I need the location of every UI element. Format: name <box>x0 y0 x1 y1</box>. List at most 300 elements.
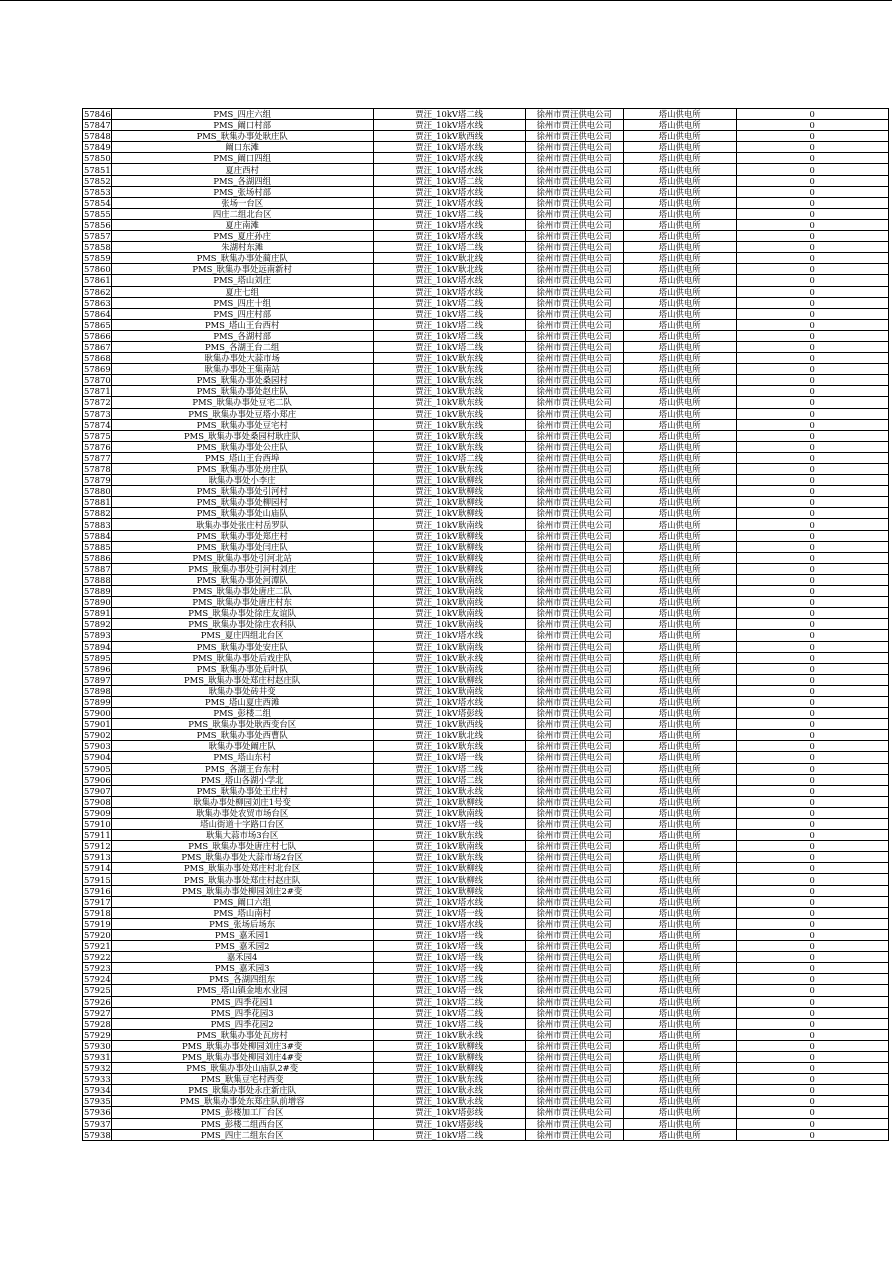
row-id-cell: 57868 <box>84 353 111 364</box>
transformer-name-cell: PMS_耿集办事处唐庄村东 <box>111 597 373 608</box>
company-cell: 徐州市贾汪供电公司 <box>525 685 623 696</box>
company-cell: 徐州市贾汪供电公司 <box>525 375 623 386</box>
station-cell: 塔山供电所 <box>623 1051 736 1062</box>
station-cell: 塔山供电所 <box>623 863 736 874</box>
table-row <box>83 541 889 552</box>
value-cell: 0 <box>736 464 888 475</box>
station-cell: 塔山供电所 <box>623 164 736 175</box>
transformer-name-cell: PMS_四庄村部 <box>111 308 373 319</box>
value-cell: 0 <box>736 109 888 120</box>
feeder-line-cell: 贾汪_10kV塔二线 <box>373 452 525 463</box>
value-cell: 0 <box>736 608 888 619</box>
feeder-line-cell: 贾汪_10kV耿南线 <box>373 685 525 696</box>
row-id-cell: 57888 <box>84 574 111 585</box>
value-cell: 0 <box>736 541 888 552</box>
company-cell: 徐州市贾汪供电公司 <box>525 663 623 674</box>
row-id-cell: 57903 <box>84 741 111 752</box>
value-cell: 0 <box>736 574 888 585</box>
station-cell: 塔山供电所 <box>623 1085 736 1096</box>
transformer-name-cell: PMS_耿集办事处河潭队 <box>111 574 373 585</box>
row-id-cell: 57924 <box>84 974 111 985</box>
table-row <box>83 1118 889 1129</box>
row-id-cell: 57891 <box>84 608 111 619</box>
table-row <box>83 275 889 286</box>
transformer-name-cell: PMS_四季花园3 <box>111 1007 373 1018</box>
station-cell: 塔山供电所 <box>623 841 736 852</box>
table-row <box>83 497 889 508</box>
company-cell: 徐州市贾汪供电公司 <box>525 264 623 275</box>
row-id-cell: 57927 <box>84 1007 111 1018</box>
transformer-name-cell: PMS_耿集办事处徐庄友谊队 <box>111 608 373 619</box>
value-cell: 0 <box>736 985 888 996</box>
transformer-name-cell: PMS_彭楼二组西台区 <box>111 1118 373 1129</box>
feeder-line-cell: 贾汪_10kV耿柳线 <box>373 497 525 508</box>
station-cell: 塔山供电所 <box>623 341 736 352</box>
station-cell: 塔山供电所 <box>623 397 736 408</box>
row-id-cell: 57901 <box>84 719 111 730</box>
row-id-cell: 57848 <box>84 131 111 142</box>
table-row <box>83 963 889 974</box>
feeder-line-cell: 贾汪_10kV耿南线 <box>373 841 525 852</box>
station-cell: 塔山供电所 <box>623 497 736 508</box>
company-cell: 徐州市贾汪供电公司 <box>525 330 623 341</box>
transformer-name-cell: PMS_张场村部 <box>111 186 373 197</box>
company-cell: 徐州市贾汪供电公司 <box>525 386 623 397</box>
station-cell: 塔山供电所 <box>623 208 736 219</box>
value-cell: 0 <box>736 219 888 230</box>
feeder-line-cell: 贾汪_10kV塔二线 <box>373 1129 525 1140</box>
value-cell: 0 <box>736 286 888 297</box>
station-cell: 塔山供电所 <box>623 552 736 563</box>
row-id-cell: 57871 <box>84 386 111 397</box>
row-id-cell: 57856 <box>84 219 111 230</box>
transformer-name-cell: PMS_耿集办事处远南新村 <box>111 264 373 275</box>
feeder-line-cell: 贾汪_10kV塔水线 <box>373 164 525 175</box>
feeder-line-cell: 贾汪_10kV耿柳线 <box>373 530 525 541</box>
company-cell: 徐州市贾汪供电公司 <box>525 630 623 641</box>
row-id-cell: 57892 <box>84 619 111 630</box>
row-id-cell: 57857 <box>84 231 111 242</box>
feeder-line-cell: 贾汪_10kV塔水线 <box>373 142 525 153</box>
row-id-cell: 57904 <box>84 752 111 763</box>
feeder-line-cell: 贾汪_10kV耿东线 <box>373 397 525 408</box>
value-cell: 0 <box>736 1129 888 1140</box>
feeder-line-cell: 贾汪_10kV耿北线 <box>373 730 525 741</box>
feeder-line-cell: 贾汪_10kV塔一线 <box>373 985 525 996</box>
value-cell: 0 <box>736 963 888 974</box>
value-cell: 0 <box>736 519 888 530</box>
transformer-name-cell: PMS_耿集办事处豆宅村 <box>111 419 373 430</box>
station-cell: 塔山供电所 <box>623 464 736 475</box>
transformer-name-cell: PMS_塔山王台西村 <box>111 319 373 330</box>
table-row <box>83 131 889 142</box>
table-row <box>83 874 889 885</box>
transformer-name-cell: PMS_耿集办事处大蒜市场2台区 <box>111 852 373 863</box>
company-cell: 徐州市贾汪供电公司 <box>525 974 623 985</box>
row-id-cell: 57896 <box>84 663 111 674</box>
table-row <box>83 530 889 541</box>
feeder-line-cell: 贾汪_10kV耿东线 <box>373 364 525 375</box>
value-cell: 0 <box>736 430 888 441</box>
value-cell: 0 <box>736 120 888 131</box>
value-cell: 0 <box>736 253 888 264</box>
feeder-line-cell: 贾汪_10kV塔水线 <box>373 918 525 929</box>
table-row <box>83 253 889 264</box>
row-id-cell: 57887 <box>84 563 111 574</box>
company-cell: 徐州市贾汪供电公司 <box>525 1074 623 1085</box>
value-cell: 0 <box>736 486 888 497</box>
table-row <box>83 175 889 186</box>
company-cell: 徐州市贾汪供电公司 <box>525 408 623 419</box>
station-cell: 塔山供电所 <box>623 286 736 297</box>
company-cell: 徐州市贾汪供电公司 <box>525 1118 623 1129</box>
company-cell: 徐州市贾汪供电公司 <box>525 841 623 852</box>
table-row <box>83 464 889 475</box>
station-cell: 塔山供电所 <box>623 430 736 441</box>
transformer-name-cell: 耿集办事处张庄村岳罗队 <box>111 519 373 530</box>
transformer-name-cell: PMS_塔山镇金地水业园 <box>111 985 373 996</box>
value-cell: 0 <box>736 630 888 641</box>
feeder-line-cell: 贾汪_10kV耿永线 <box>373 785 525 796</box>
table-row <box>83 508 889 519</box>
station-cell: 塔山供电所 <box>623 1096 736 1107</box>
station-cell: 塔山供电所 <box>623 896 736 907</box>
table-row <box>83 330 889 341</box>
transformer-name-cell: PMS_嘉禾园2 <box>111 941 373 952</box>
company-cell: 徐州市贾汪供电公司 <box>525 730 623 741</box>
row-id-cell: 57872 <box>84 397 111 408</box>
station-cell: 塔山供电所 <box>623 830 736 841</box>
station-cell: 塔山供电所 <box>623 941 736 952</box>
row-id-cell: 57923 <box>84 963 111 974</box>
row-id-cell: 57852 <box>84 175 111 186</box>
value-cell: 0 <box>736 386 888 397</box>
value-cell: 0 <box>736 652 888 663</box>
company-cell: 徐州市贾汪供电公司 <box>525 741 623 752</box>
value-cell: 0 <box>736 264 888 275</box>
table-row <box>83 663 889 674</box>
station-cell: 塔山供电所 <box>623 519 736 530</box>
row-id-cell: 57899 <box>84 697 111 708</box>
transformer-name-cell: 夏庄南滩 <box>111 219 373 230</box>
table-row <box>83 907 889 918</box>
table-row <box>83 719 889 730</box>
transformer-name-cell: 耿集办事处农贸市场台区 <box>111 807 373 818</box>
transformer-name-cell: 朱湖村东滩 <box>111 242 373 253</box>
company-cell: 徐州市贾汪供电公司 <box>525 608 623 619</box>
transformer-name-cell: 张场一台区 <box>111 197 373 208</box>
value-cell: 0 <box>736 1040 888 1051</box>
feeder-line-cell: 贾汪_10kV塔一线 <box>373 907 525 918</box>
feeder-line-cell: 贾汪_10kV塔二线 <box>373 109 525 120</box>
company-cell: 徐州市贾汪供电公司 <box>525 907 623 918</box>
table-row <box>83 985 889 996</box>
company-cell: 徐州市贾汪供电公司 <box>525 852 623 863</box>
station-cell: 塔山供电所 <box>623 319 736 330</box>
station-cell: 塔山供电所 <box>623 918 736 929</box>
feeder-line-cell: 贾汪_10kV耿柳线 <box>373 1063 525 1074</box>
row-id-cell: 57886 <box>84 552 111 563</box>
company-cell: 徐州市贾汪供电公司 <box>525 441 623 452</box>
transformer-name-cell: PMS_耿集办事处柳园村 <box>111 497 373 508</box>
feeder-line-cell: 贾汪_10kV塔一线 <box>373 941 525 952</box>
row-id-cell: 57900 <box>84 708 111 719</box>
station-cell: 塔山供电所 <box>623 608 736 619</box>
feeder-line-cell: 贾汪_10kV耿柳线 <box>373 874 525 885</box>
table-row <box>83 941 889 952</box>
table-row <box>83 264 889 275</box>
row-id-cell: 57885 <box>84 541 111 552</box>
value-cell: 0 <box>736 741 888 752</box>
feeder-line-cell: 贾汪_10kV塔水线 <box>373 120 525 131</box>
row-id-cell: 57858 <box>84 242 111 253</box>
feeder-line-cell: 贾汪_10kV塔一线 <box>373 752 525 763</box>
company-cell: 徐州市贾汪供电公司 <box>525 763 623 774</box>
value-cell: 0 <box>736 175 888 186</box>
company-cell: 徐州市贾汪供电公司 <box>525 719 623 730</box>
value-cell: 0 <box>736 153 888 164</box>
station-cell: 塔山供电所 <box>623 1107 736 1118</box>
station-cell: 塔山供电所 <box>623 297 736 308</box>
feeder-line-cell: 贾汪_10kV塔水线 <box>373 231 525 242</box>
row-id-cell: 57865 <box>84 319 111 330</box>
company-cell: 徐州市贾汪供电公司 <box>525 197 623 208</box>
transformer-name-cell: 夏庄七组 <box>111 286 373 297</box>
feeder-line-cell: 贾汪_10kV塔一线 <box>373 929 525 940</box>
table-row <box>83 597 889 608</box>
company-cell: 徐州市贾汪供电公司 <box>525 1063 623 1074</box>
transformer-name-cell: PMS_耿集办事处房庄队 <box>111 464 373 475</box>
feeder-line-cell: 贾汪_10kV耿东线 <box>373 464 525 475</box>
row-id-cell: 57922 <box>84 952 111 963</box>
value-cell: 0 <box>736 752 888 763</box>
row-id-cell: 57905 <box>84 763 111 774</box>
table-row <box>83 486 889 497</box>
row-id-cell: 57915 <box>84 874 111 885</box>
transformer-name-cell: 阚口东滩 <box>111 142 373 153</box>
table-row <box>83 186 889 197</box>
feeder-line-cell: 贾汪_10kV耿西线 <box>373 131 525 142</box>
station-cell: 塔山供电所 <box>623 719 736 730</box>
company-cell: 徐州市贾汪供电公司 <box>525 552 623 563</box>
transformer-name-cell: PMS_耿集办事处闫庄队 <box>111 541 373 552</box>
station-cell: 塔山供电所 <box>623 685 736 696</box>
row-id-cell: 57907 <box>84 785 111 796</box>
value-cell: 0 <box>736 586 888 597</box>
company-cell: 徐州市贾汪供电公司 <box>525 1018 623 1029</box>
table-row <box>83 852 889 863</box>
transformer-name-cell: PMS_夏庄四组北台区 <box>111 630 373 641</box>
row-id-cell: 57936 <box>84 1107 111 1118</box>
company-cell: 徐州市贾汪供电公司 <box>525 985 623 996</box>
station-cell: 塔山供电所 <box>623 963 736 974</box>
row-id-cell: 57914 <box>84 863 111 874</box>
station-cell: 塔山供电所 <box>623 563 736 574</box>
transformer-name-cell: PMS_塔山夏庄西滩 <box>111 696 373 707</box>
value-cell: 0 <box>736 1074 888 1085</box>
feeder-line-cell: 贾汪_10kV塔二线 <box>373 297 525 308</box>
transformer-name-cell: PMS_各湖王台二组 <box>111 341 373 352</box>
company-cell: 徐州市贾汪供电公司 <box>525 785 623 796</box>
value-cell: 0 <box>736 375 888 386</box>
table-row <box>83 807 889 818</box>
transformer-name-cell: 耿集办事处大蒜市场 <box>111 353 373 364</box>
table-row <box>83 164 889 175</box>
station-cell: 塔山供电所 <box>623 408 736 419</box>
station-cell: 塔山供电所 <box>623 1040 736 1051</box>
value-cell: 0 <box>736 308 888 319</box>
station-cell: 塔山供电所 <box>623 996 736 1007</box>
value-cell: 0 <box>736 708 888 719</box>
station-cell: 塔山供电所 <box>623 441 736 452</box>
value-cell: 0 <box>736 663 888 674</box>
feeder-line-cell: 贾汪_10kV塔二线 <box>373 1018 525 1029</box>
row-id-cell: 57926 <box>84 996 111 1007</box>
row-id-cell: 57870 <box>84 375 111 386</box>
feeder-line-cell: 贾汪_10kV耿西线 <box>373 719 525 730</box>
row-id-cell: 57938 <box>84 1129 111 1140</box>
transformer-name-cell: PMS_耿集办事处西曹队 <box>111 730 373 741</box>
transformer-name-cell: PMS_四庄六组 <box>111 109 373 120</box>
row-id-cell: 57916 <box>84 885 111 896</box>
value-cell: 0 <box>736 918 888 929</box>
station-cell: 塔山供电所 <box>623 730 736 741</box>
row-id-cell: 57878 <box>84 464 111 475</box>
value-cell: 0 <box>736 685 888 696</box>
feeder-line-cell: 贾汪_10kV塔二线 <box>373 319 525 330</box>
table-row <box>83 708 889 719</box>
station-cell: 塔山供电所 <box>623 741 736 752</box>
station-cell: 塔山供电所 <box>623 197 736 208</box>
table-row <box>83 231 889 242</box>
value-cell: 0 <box>736 619 888 630</box>
feeder-line-cell: 贾汪_10kV塔二线 <box>373 996 525 1007</box>
table-row <box>83 830 889 841</box>
value-cell: 0 <box>736 242 888 253</box>
value-cell: 0 <box>736 730 888 741</box>
table-row <box>83 896 889 907</box>
table-row <box>83 974 889 985</box>
company-cell: 徐州市贾汪供电公司 <box>525 896 623 907</box>
station-cell: 塔山供电所 <box>623 330 736 341</box>
feeder-line-cell: 贾汪_10kV耿柳线 <box>373 863 525 874</box>
feeder-line-cell: 贾汪_10kV塔水线 <box>373 630 525 641</box>
feeder-line-cell: 贾汪_10kV塔二线 <box>373 774 525 785</box>
row-id-cell: 57908 <box>84 796 111 807</box>
row-id-cell: 57909 <box>84 807 111 818</box>
feeder-line-cell: 贾汪_10kV耿柳线 <box>373 674 525 685</box>
row-id-cell: 57869 <box>84 364 111 375</box>
table-row <box>83 918 889 929</box>
table-row <box>83 785 889 796</box>
table-row <box>83 608 889 619</box>
transformer-name-cell: PMS_阚口四组 <box>111 153 373 164</box>
feeder-line-cell: 贾汪_10kV耿南线 <box>373 641 525 652</box>
value-cell: 0 <box>736 1118 888 1129</box>
value-cell: 0 <box>736 419 888 430</box>
station-cell: 塔山供电所 <box>623 574 736 585</box>
row-id-cell: 57851 <box>84 164 111 175</box>
row-id-cell: 57889 <box>84 586 111 597</box>
company-cell: 徐州市贾汪供电公司 <box>525 397 623 408</box>
row-id-cell: 57895 <box>84 652 111 663</box>
company-cell: 徐州市贾汪供电公司 <box>525 364 623 375</box>
row-id-cell: 57880 <box>84 486 111 497</box>
row-id-cell: 57929 <box>84 1029 111 1040</box>
feeder-line-cell: 贾汪_10kV耿南线 <box>373 519 525 530</box>
company-cell: 徐州市贾汪供电公司 <box>525 142 623 153</box>
transformer-name-cell: PMS_耿集办事处安庄队 <box>111 641 373 652</box>
transformer-name-cell: PMS_四庄二组东台区 <box>111 1129 373 1140</box>
feeder-line-cell: 贾汪_10kV耿柳线 <box>373 508 525 519</box>
feeder-line-cell: 贾汪_10kV塔彭线 <box>373 708 525 719</box>
company-cell: 徐州市贾汪供电公司 <box>525 153 623 164</box>
value-cell: 0 <box>736 1096 888 1107</box>
transformer-name-cell: PMS_耿集办事处赵庄队 <box>111 386 373 397</box>
company-cell: 徐州市贾汪供电公司 <box>525 530 623 541</box>
transformer-name-cell: PMS_耿集办事处永庄新庄队 <box>111 1085 373 1096</box>
table-row <box>83 1107 889 1118</box>
table-row <box>83 397 889 408</box>
feeder-line-cell: 贾汪_10kV耿东线 <box>373 741 525 752</box>
transformer-name-cell: PMS_耿集办事处桑园村 <box>111 375 373 386</box>
value-cell: 0 <box>736 341 888 352</box>
feeder-line-cell: 贾汪_10kV塔一线 <box>373 952 525 963</box>
company-cell: 徐州市贾汪供电公司 <box>525 1085 623 1096</box>
station-cell: 塔山供电所 <box>623 131 736 142</box>
transformer-name-cell: PMS_四季花园2 <box>111 1018 373 1029</box>
feeder-line-cell: 贾汪_10kV塔二线 <box>373 330 525 341</box>
value-cell: 0 <box>736 131 888 142</box>
station-cell: 塔山供电所 <box>623 353 736 364</box>
station-cell: 塔山供电所 <box>623 275 736 286</box>
value-cell: 0 <box>736 186 888 197</box>
table-row <box>83 774 889 785</box>
feeder-line-cell: 贾汪_10kV塔一线 <box>373 963 525 974</box>
feeder-line-cell: 贾汪_10kV塔二线 <box>373 763 525 774</box>
transformer-name-cell: PMS_耿集办事处引河村刘庄 <box>111 563 373 574</box>
transformer-name-cell: PMS_塔山东村 <box>111 752 373 763</box>
feeder-line-cell: 贾汪_10kV耿东线 <box>373 408 525 419</box>
table-row <box>83 819 889 830</box>
feeder-line-cell: 贾汪_10kV耿东线 <box>373 386 525 397</box>
station-cell: 塔山供电所 <box>623 586 736 597</box>
table-row <box>83 441 889 452</box>
company-cell: 徐州市贾汪供电公司 <box>525 164 623 175</box>
table-row <box>83 286 889 297</box>
row-id-cell: 57877 <box>84 452 111 463</box>
station-cell: 塔山供电所 <box>623 974 736 985</box>
row-id-cell: 57866 <box>84 330 111 341</box>
company-cell: 徐州市贾汪供电公司 <box>525 353 623 364</box>
row-id-cell: 57846 <box>84 109 111 120</box>
row-id-cell: 57897 <box>84 674 111 685</box>
row-id-cell: 57910 <box>84 819 111 830</box>
company-cell: 徐州市贾汪供电公司 <box>525 231 623 242</box>
station-cell: 塔山供电所 <box>623 1007 736 1018</box>
row-id-cell: 57881 <box>84 497 111 508</box>
table-row <box>83 297 889 308</box>
feeder-line-cell: 贾汪_10kV耿柳线 <box>373 475 525 486</box>
transformer-name-cell: PMS_耿集办事处耿庄队 <box>111 131 373 142</box>
company-cell: 徐州市贾汪供电公司 <box>525 885 623 896</box>
feeder-line-cell: 贾汪_10kV耿柳线 <box>373 541 525 552</box>
feeder-line-cell: 贾汪_10kV塔二线 <box>373 308 525 319</box>
company-cell: 徐州市贾汪供电公司 <box>525 619 623 630</box>
row-id-cell: 57854 <box>84 197 111 208</box>
feeder-line-cell: 贾汪_10kV塔水线 <box>373 197 525 208</box>
station-cell: 塔山供电所 <box>623 308 736 319</box>
